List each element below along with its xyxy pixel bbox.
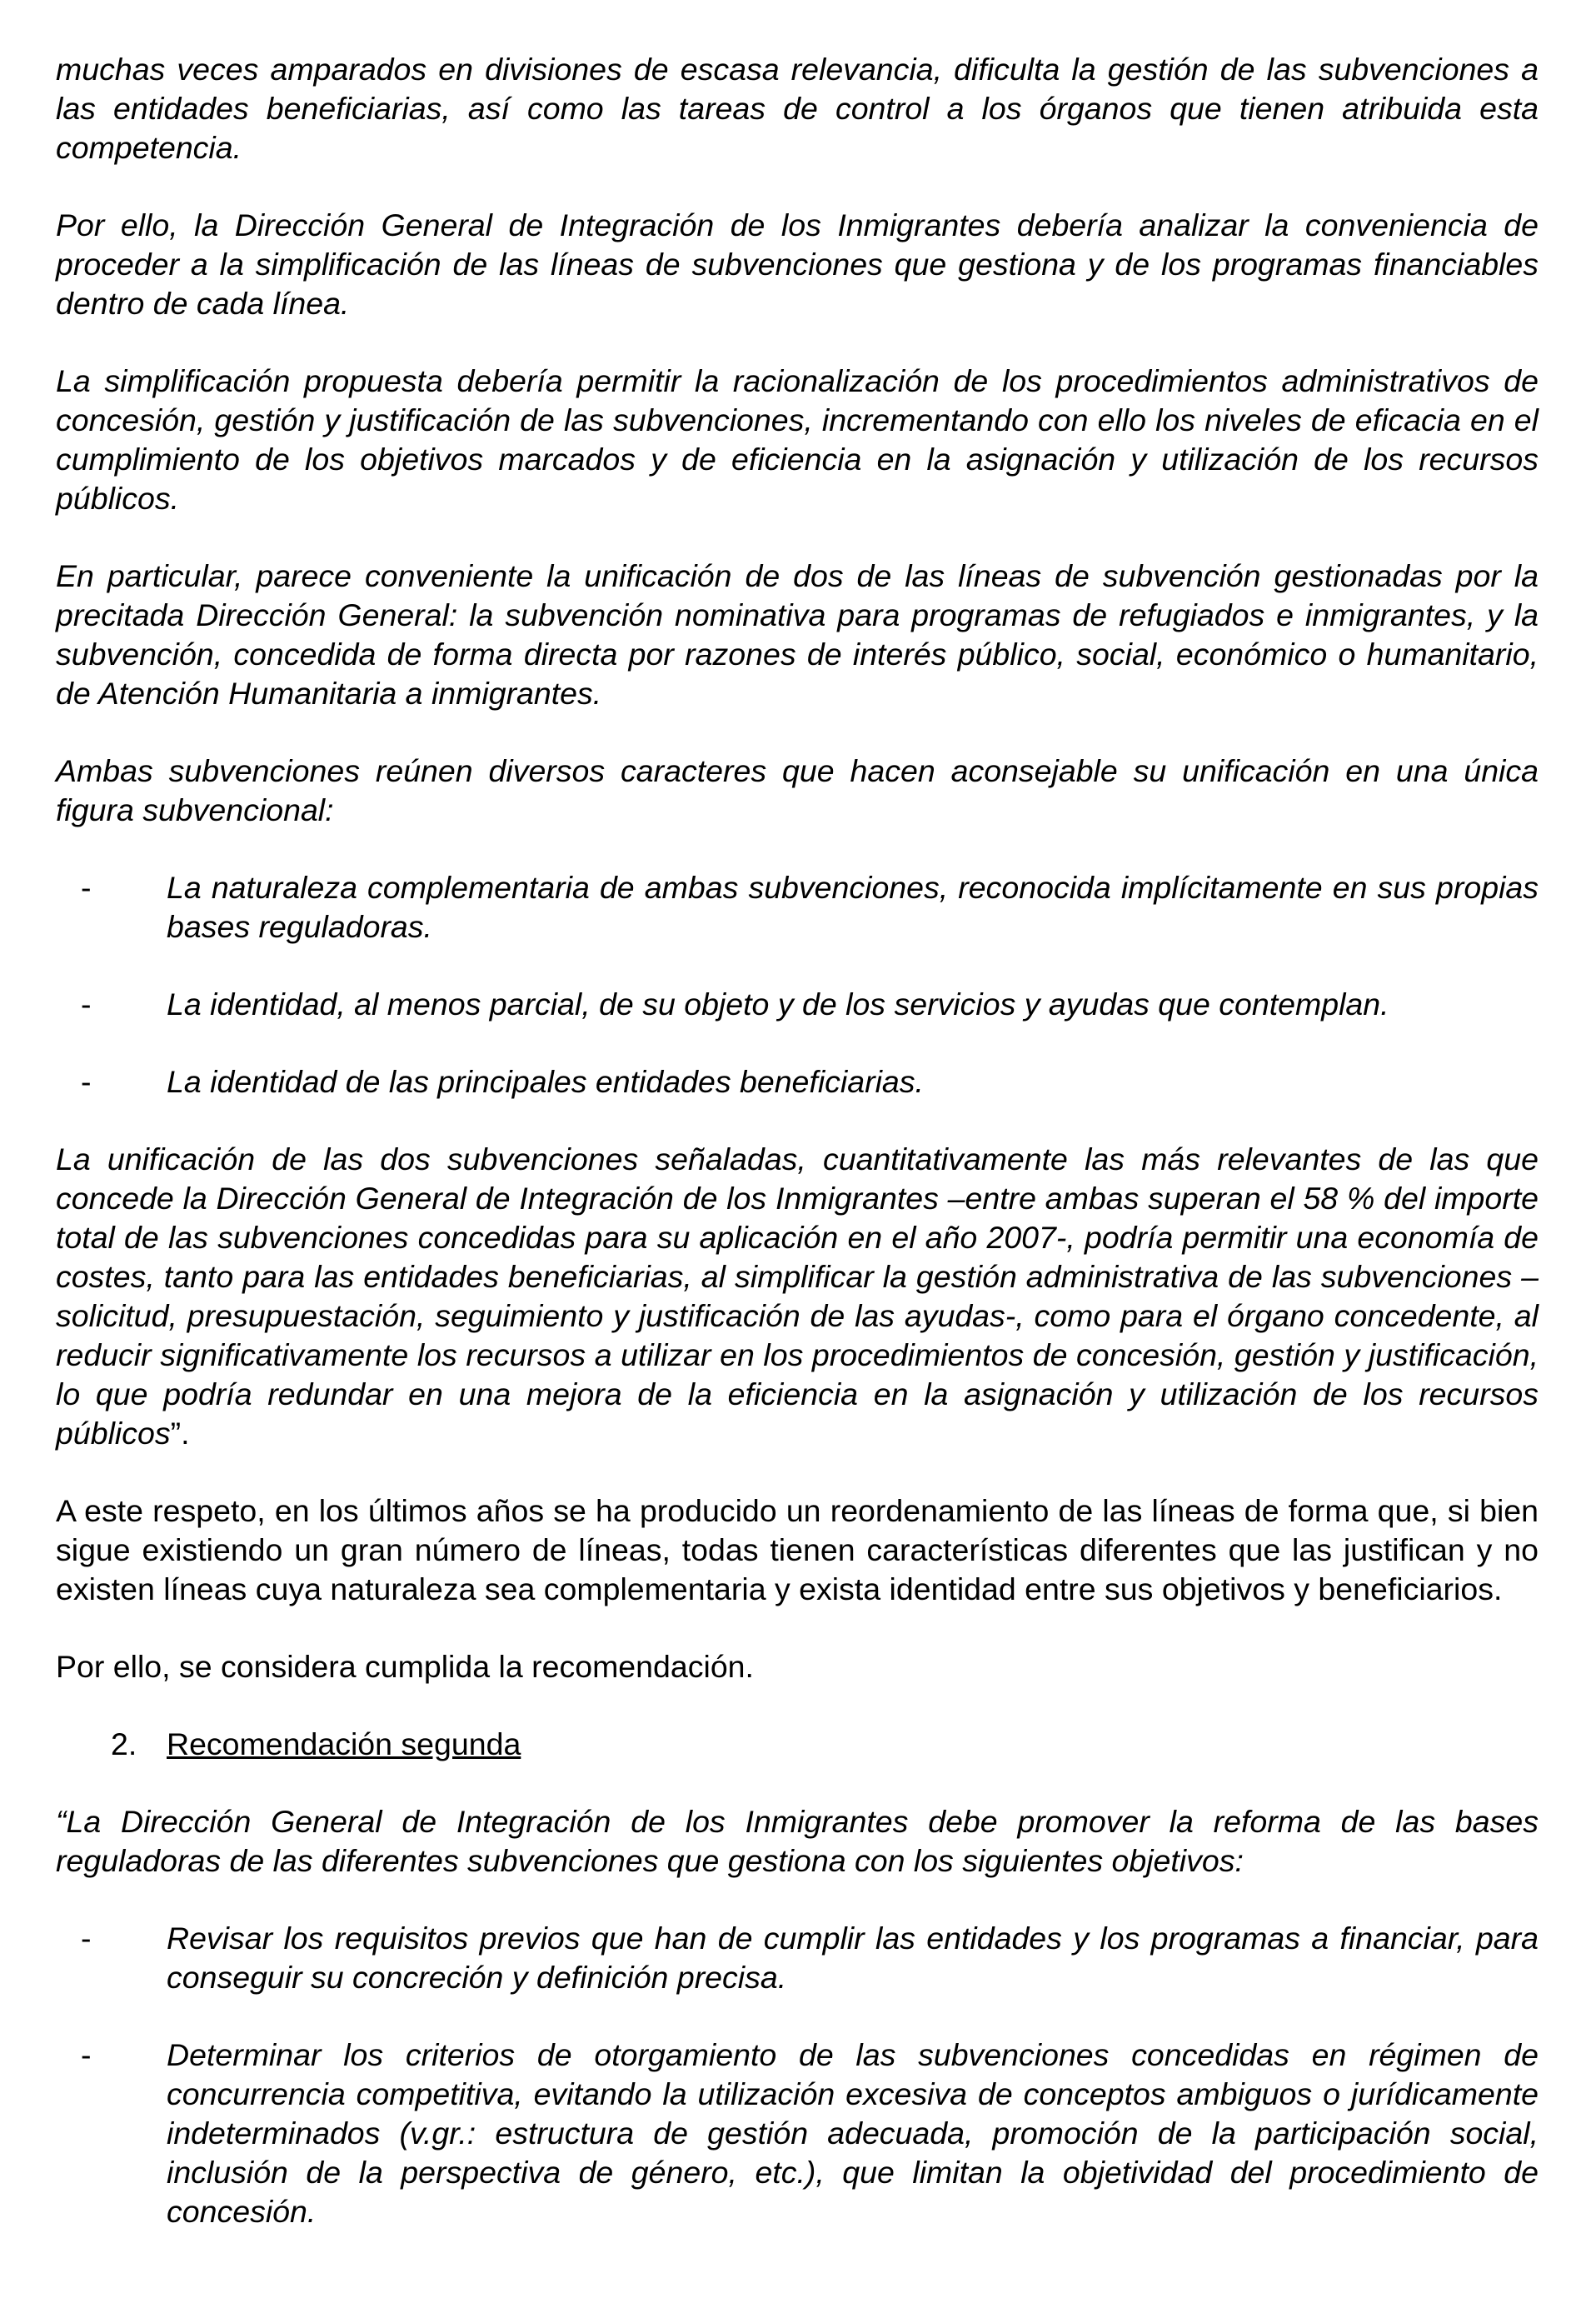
paragraph: Por ello, se considera cumplida la recomendación. — [56, 1649, 754, 1684]
list-item — [56, 868, 1539, 947]
paragraph: Ambas subvenciones reúnen diversos caracteres que hacen aconsejable su unificación en una única figura subvencional: — [56, 753, 1539, 827]
section-title: Recomendación segunda — [167, 1726, 521, 1761]
paragraph: “La Dirección General de Integración de los Inmigrantes debe promover la reforma de las bases reguladoras de las diferentes subvenciones que gestiona con los siguientes objetivos: — [56, 1804, 1539, 1878]
paragraph — [56, 1140, 1539, 1453]
paragraph: La simplificación propuesta debería permitir la racionalización de los procedimientos administrativos de concesión, gestión y justificación de las subvenciones, incrementando con ello los niveles de eficacia en el cumplimiento de los objetivos marcados y de eficiencia en la asignación y utilización de los recursos públicos. — [56, 363, 1539, 516]
bullet-dash: - — [81, 2037, 92, 2072]
list-item-text: Revisar los requisitos previos que han de cumplir las entidades y los programas a financiar, para conseguir su concreción y definición precisa. — [167, 1921, 1539, 1995]
list-item — [56, 1919, 1539, 1997]
list-item — [56, 985, 1539, 1024]
list-item-text: La identidad, al menos parcial, de su objeto y de los servicios y ayudas que contemplan. — [167, 987, 1389, 1022]
paragraph-italic-text: La unificación de las dos subvenciones señaladas, cuantitativamente las más relevantes de las que concede la Dirección General de Integración de los Inmigrantes –entre ambas superan el 58 % del importe total de las subvenciones concedidas para su aplicación en el año 2007-, podría permitir una economía de costes, tanto para las entidades beneficiarias, al simplificar la gestión administrativa de las subvenciones –solicitud, presupuestación, seguimiento y justificación de las ayudas-, como para el órgano concedente, al reducir significativamente los recursos a utilizar en los procedimientos de concesión, gestión y justificación, lo que podría redundar en una mejora de la eficiencia en la asignación y utilización de los recursos públicos — [56, 1142, 1539, 1451]
bullet-dash: - — [81, 1064, 92, 1099]
paragraph: En particular, parece conveniente la unificación de dos de las líneas de subvención gestionadas por la precitada Dirección General: la subvención nominativa para programas de refugiados e inmigrantes, y la subvención, concedida de forma directa por razones de interés público, social, económico o humanitario, de Atención Humanitaria a inmigrantes. — [56, 558, 1539, 711]
list-item — [56, 2036, 1539, 2231]
list-item-text: Determinar los criterios de otorgamiento de las subvenciones concedidas en régimen de concurrencia competitiva, evitando la utilización excesiva de conceptos ambiguos o jurídicamente indeterminados (v.gr.: estructura de gestión adecuada, promoción de la participación social, inclusión de la perspectiva de género, etc.), que limitan la objetividad del procedimiento de concesión. — [167, 2037, 1539, 2229]
section-number: 2. — [111, 1726, 137, 1761]
bullet-dash: - — [81, 870, 92, 905]
list-item-text: La naturaleza complementaria de ambas subvenciones, reconocida implícitamente en sus propias bases reguladoras. — [167, 870, 1539, 944]
paragraph: Por ello, la Dirección General de Integración de los Inmigrantes debería analizar la conveniencia de proceder a la simplificación de las líneas de subvenciones que gestiona y de los programas financiables dentro de cada línea. — [56, 207, 1539, 321]
list-item — [56, 1062, 1539, 1102]
list-item-text: La identidad de las principales entidades beneficiarias. — [167, 1064, 924, 1099]
section-heading — [56, 1725, 1539, 1764]
bullet-dash: - — [81, 1921, 92, 1956]
paragraph: A este respeto, en los últimos años se ha producido un reordenamiento de las líneas de forma que, si bien sigue existiendo un gran número de líneas, todas tienen características diferentes que las justifican y no existen líneas cuya naturaleza sea complementaria y exista identidad entre sus objetivos y beneficiarios. — [56, 1493, 1539, 1606]
closing-quote: ”. — [170, 1416, 190, 1451]
bullet-dash: - — [81, 987, 92, 1022]
paragraph: muchas veces amparados en divisiones de escasa relevancia, dificulta la gestión de las subvenciones a las entidades beneficiarias, así como las tareas de control a los órganos que tienen atribuida esta competencia. — [56, 52, 1539, 165]
document-page — [56, 50, 1539, 2270]
